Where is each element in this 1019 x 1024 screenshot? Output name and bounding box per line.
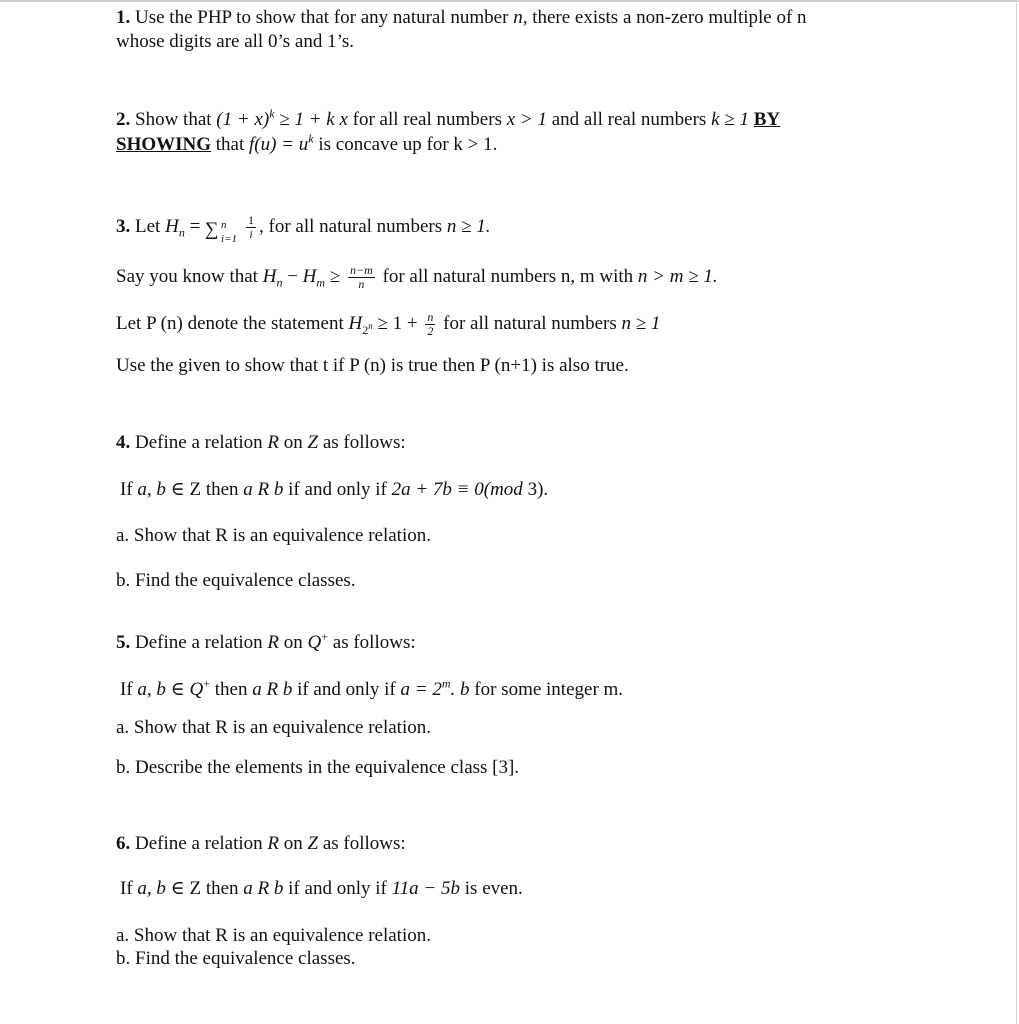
q6-part-a: a. Show that R is an equivalence relation. [116,925,431,946]
q4-part-b: b. Find the equivalence classes. [116,570,356,591]
q5-line-1: 5. Define a relation R on Q+ as follows: [116,629,416,653]
q1-line-1: 1. Use the PHP to show that for any natural number n, there exists a non-zero multiple of n [116,7,807,28]
q3-number: 3. [116,215,131,237]
right-edge-line [1016,0,1017,1024]
q6-line-1: 6. Define a relation R on Z as follows: [116,833,406,854]
q4-line-2: If a, b ∈ Z then a R b if and only if 2a + 7b ≡ 0(mod 3). [120,479,549,500]
q3-line-2: Say you know that $H_n - H_m$ ≥ $\frac{n-m}{n}$ for all natural numbers n, m with n > m ≥ 1. [116,263,718,291]
q6-number: 6. [116,833,131,854]
fraction-n-minus-m-over-n: $\frac{n-m}{n}$ [350,263,373,291]
top-edge-line [0,0,1019,2]
q3-line-1: 3. Let $H_n$ = ∑ n i=1 $\frac{1}{i}$ , for all natural numbers n ≥ 1. [116,213,491,245]
q5-line-2: If a, b ∈ Q+ then a R b if and only if $a = 2^m$. b for some integer m. [120,676,624,700]
fraction-n-over-2: $\frac{n}{2}$ [427,310,434,338]
q6-line-2: If a, b ∈ Z then a R b if and only if 11a − 5b is even. [120,878,523,899]
q1-line-2: whose digits are all 0’s and 1’s. [116,31,354,52]
q2-number: 2. [116,109,131,130]
q6-part-b: b. Find the equivalence classes. [116,948,356,969]
q1-number: 1. [116,7,131,28]
q5-part-a: a. Show that R is an equivalence relation. [116,717,431,738]
q2-line-1: 2. Show that $(1 + x)^k \ge 1 + k$ x for all real numbers x > 1 and all real numbers k ≥ 1 BY [116,106,781,130]
q3-line-4: Use the given to show that t if P (n) is true then P (n+1) is also true. [116,355,629,376]
q4-number: 4. [116,432,131,453]
q2-line-2: SHOWING that $f(u) = u^k$ is concave up for k > 1. [116,131,498,155]
fraction-1-over-i: $\frac{1}{i}$ [248,213,255,241]
summation-symbol: ∑ n i=1 [205,218,238,245]
q4-part-a: a. Show that R is an equivalence relation. [116,525,431,546]
q3-line-3: Let P (n) denote the statement $H_{2^n} \ge 1$ + $\frac{n}{2}$ for all natural numbers n ≥ 1 [116,310,661,338]
q4-line-1: 4. Define a relation R on Z as follows: [116,432,406,453]
q5-part-b: b. Describe the elements in the equivalence class [3]. [116,757,520,778]
q5-number: 5. [116,632,131,653]
